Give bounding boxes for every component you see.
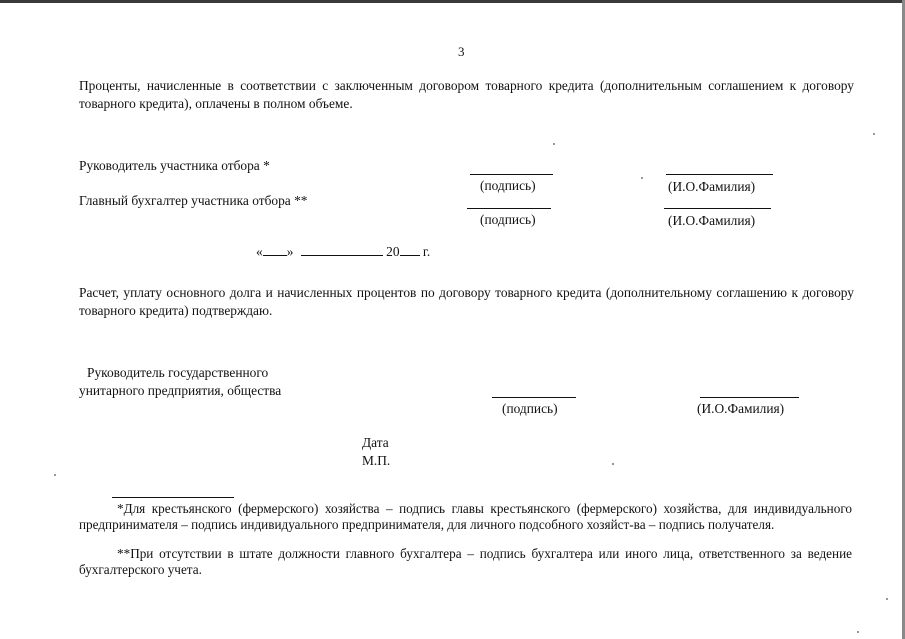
month-blank [301, 243, 383, 256]
interest-paid-paragraph: Проценты, начисленные в соответствии с заключенным договором товарного кредита (дополнительным соглашением к договору товарного кредита), оплачены в полном объеме. [79, 78, 854, 111]
head-signature-line [470, 174, 553, 175]
day-blank [263, 243, 287, 256]
accountant-role-label: Главный бухгалтер участника отбора ** [79, 193, 308, 208]
footnote-separator [112, 497, 234, 498]
footnote-1: *Для крестьянского (фермерского) хозяйства – подпись главы крестьянского (фермерского) хозяйства, для индивидуального предпринимателя – подпись индивидуального предпринимателя, для личного подсобного хозяйст-ва – подпись получателя. [79, 501, 852, 532]
enterprise-head-name-line [700, 397, 799, 398]
year-prefix: 20 [386, 244, 400, 259]
accountant-name-caption: (И.О.Фамилия) [668, 213, 756, 228]
scan-speck [612, 463, 614, 465]
scan-speck [641, 177, 643, 179]
enterprise-head-role-line2: унитарного предприятия, общества [79, 383, 282, 398]
enterprise-head-name-caption: (И.О.Фамилия) [697, 401, 785, 416]
enterprise-head-signature-caption: (подпись) [502, 401, 558, 416]
footnote-2: **При отсутствии в штате должности главного бухгалтера – подпись бухгалтера или иного лица, ответственного за ведение бухгалтерского учета. [79, 546, 852, 577]
head-signature-caption: (подпись) [480, 178, 536, 193]
accountant-signature-caption: (подпись) [480, 212, 536, 227]
scan-speck [553, 143, 555, 145]
head-name-caption: (И.О.Фамилия) [668, 179, 756, 194]
scan-speck [873, 133, 875, 135]
page-number: 3 [458, 44, 465, 59]
scan-speck [54, 474, 56, 476]
seal-label: М.П. [362, 453, 391, 468]
enterprise-head-role-line1: Руководитель государственного [87, 365, 269, 380]
accountant-name-line [664, 208, 771, 209]
accountant-signature-line [467, 208, 551, 209]
date-close-quote: » [286, 244, 294, 259]
date-open-quote: « [256, 244, 263, 259]
year-blank [400, 243, 420, 256]
scan-speck [857, 631, 859, 633]
confirmation-paragraph: Расчет, уплату основного долга и начисленных процентов по договору товарного кредита (дополнительному соглашению к договору товарного кредита) подтверждаю. [79, 285, 854, 318]
scan-speck [886, 598, 888, 600]
year-suffix: г. [422, 244, 431, 259]
date-label: Дата [362, 435, 389, 450]
head-name-line [666, 174, 773, 175]
head-role-label: Руководитель участника отбора * [79, 158, 270, 173]
scan-edge-top [0, 0, 905, 3]
enterprise-head-signature-line [492, 397, 576, 398]
date-line [256, 243, 430, 261]
